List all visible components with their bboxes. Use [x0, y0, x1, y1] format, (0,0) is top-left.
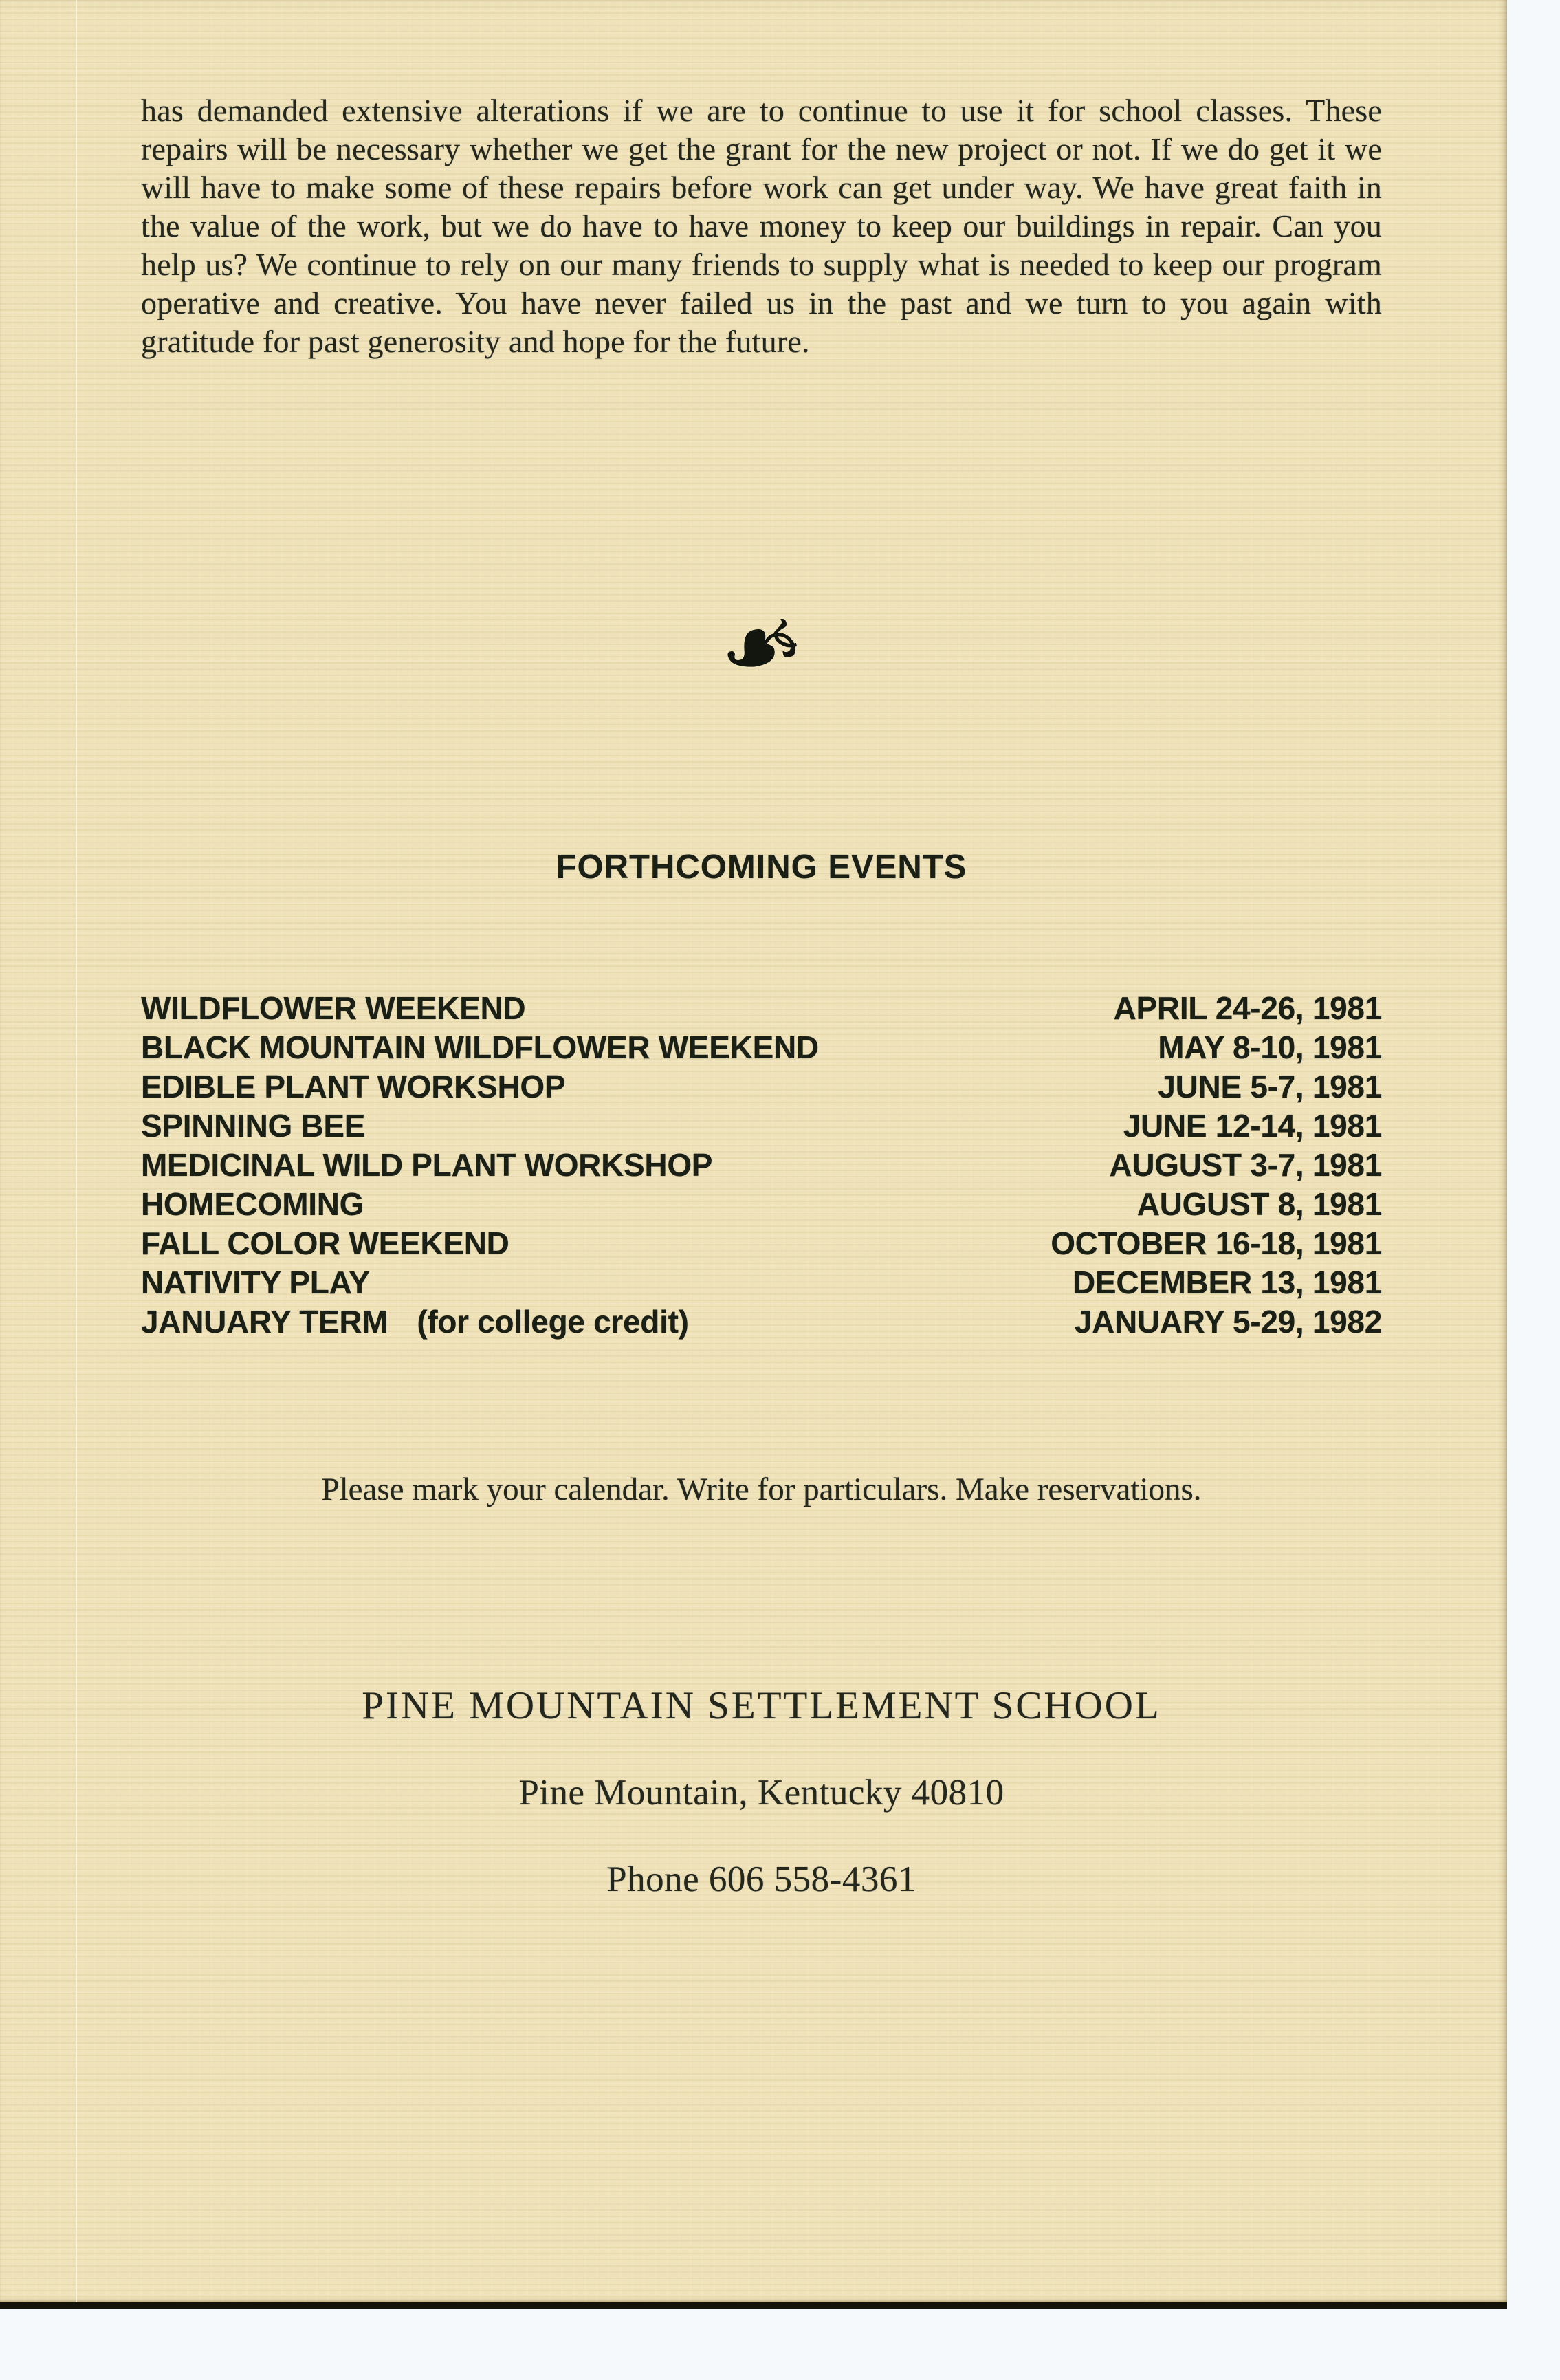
- leaf-glyph: ❧: [707, 583, 817, 714]
- event-name: BLACK MOUNTAIN WILDFLOWER WEEKEND: [141, 1029, 819, 1065]
- events-list: [141, 989, 1382, 1342]
- event-name: MEDICINAL WILD PLANT WORKSHOP: [141, 1147, 713, 1183]
- event-row: [141, 1067, 1382, 1106]
- event-date: JUNE 12-14, 1981: [1123, 1108, 1382, 1144]
- event-date: DECEMBER 13, 1981: [1073, 1265, 1382, 1300]
- scanner-streak: [76, 0, 77, 2302]
- school-name: PINE MOUNTAIN SETTLEMENT SCHOOL: [362, 1684, 1161, 1727]
- event-name: HOMECOMING: [141, 1186, 364, 1222]
- events-heading: FORTHCOMING EVENTS: [556, 849, 967, 886]
- event-date: MAY 8-10, 1981: [1158, 1029, 1382, 1065]
- event-date: JANUARY 5-29, 1982: [1074, 1304, 1382, 1340]
- event-date: APRIL 24-26, 1981: [1113, 990, 1382, 1026]
- event-date: OCTOBER 16-18, 1981: [1051, 1225, 1382, 1261]
- event-row: [141, 1302, 1382, 1342]
- event-date: AUGUST 3-7, 1981: [1109, 1147, 1382, 1183]
- event-date: JUNE 5-7, 1981: [1158, 1069, 1382, 1104]
- event-name-suffix: (for college credit): [417, 1304, 689, 1340]
- event-row: [141, 1263, 1382, 1302]
- event-row: [141, 1106, 1382, 1146]
- event-row: [141, 1028, 1382, 1067]
- event-name: SPINNING BEE: [141, 1108, 366, 1144]
- school-address: Pine Mountain, Kentucky 40810: [518, 1773, 1004, 1813]
- event-row: [141, 1224, 1382, 1263]
- calendar-note: Please mark your calendar. Write for particulars. Make reservations.: [321, 1472, 1202, 1507]
- event-name: JANUARY TERM (for college credit): [141, 1304, 689, 1340]
- event-name: WILDFLOWER WEEKEND: [141, 990, 526, 1026]
- school-phone: Phone 606 558-4361: [606, 1859, 916, 1899]
- event-date: AUGUST 8, 1981: [1136, 1186, 1382, 1222]
- event-row: [141, 1185, 1382, 1224]
- event-row: [141, 989, 1382, 1028]
- fleuron-ornament-icon: [141, 583, 1382, 714]
- event-name: FALL COLOR WEEKEND: [141, 1225, 509, 1261]
- body-paragraph: has demanded extensive alterations if we are to continue to use it for school classes. These repairs will be necessary whether we get the grant for the new project or not. If we do get it we will have to make some of these repairs before work can get under way. We have great faith in the value of the work, but we do have to have money to keep our buildings in repair. Can you help us? We continue to rely on our many friends to supply what is needed to keep our program operative and creative. You have never failed us in the past and we turn to you again with gratitude for past generosity and hope for the future.: [141, 93, 1382, 359]
- event-name: EDIBLE PLANT WORKSHOP: [141, 1069, 566, 1104]
- event-name: NATIVITY PLAY: [141, 1265, 370, 1300]
- event-row: [141, 1146, 1382, 1185]
